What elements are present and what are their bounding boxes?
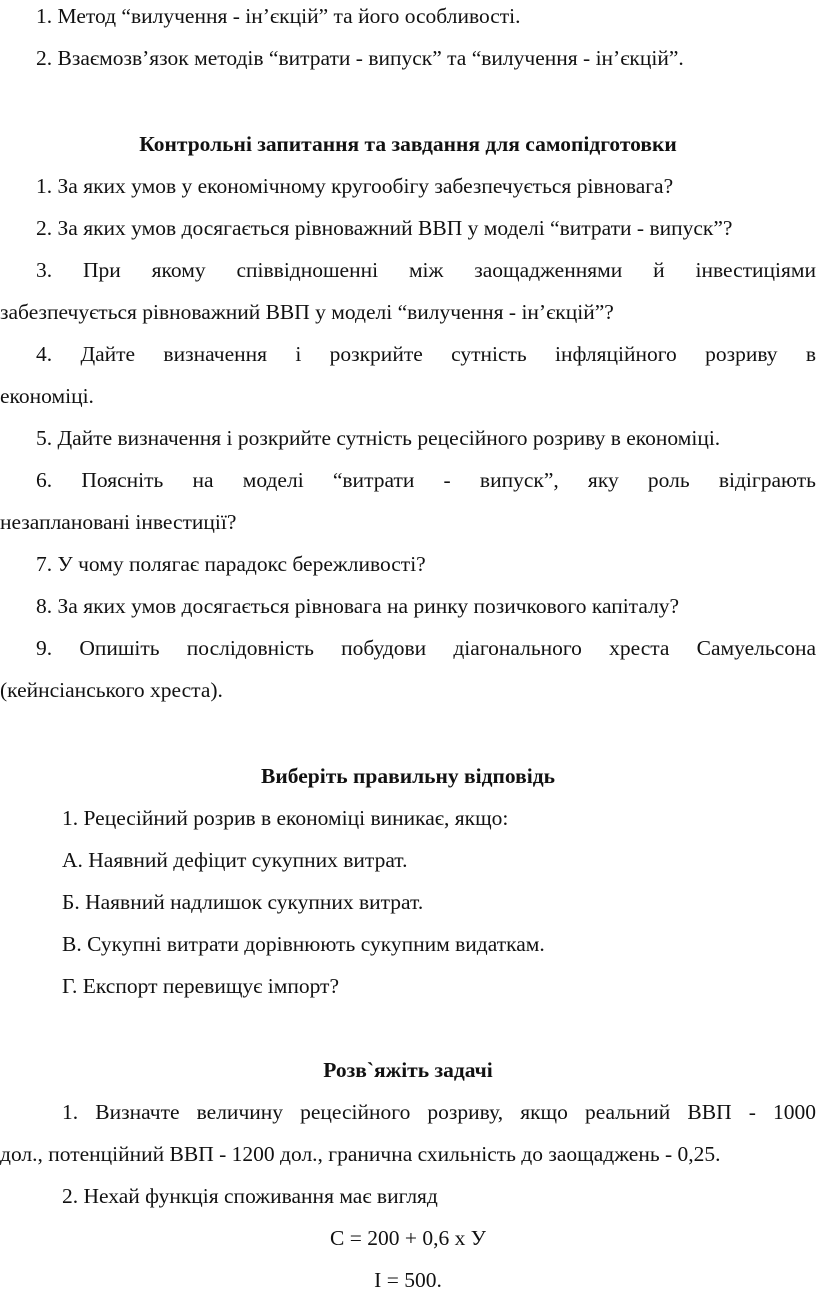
question-9-line-1: 9. Опишіть послідовність побудови діагонального хреста Самуельсона [36, 636, 816, 660]
question-6-line-2: незаплановані інвестиції? [0, 510, 237, 534]
question-9-line-2: (кейнсіанського хреста). [0, 678, 223, 702]
control-questions-heading: Контрольні запитання та завдання для самопідготовки [139, 132, 677, 156]
task-1-line-2: дол., потенційний ВВП - 1200 дол., гранична схильність до заощаджень - 0,25. [0, 1142, 721, 1166]
question-6-line-1: 6. Поясніть на моделі “витрати - випуск”, яку роль відіграють [36, 468, 816, 492]
answer-option-v: В. Сукупні витрати дорівнюють сукупним видаткам. [62, 932, 545, 956]
consumption-function-formula: С = 200 + 0,6 х У [330, 1226, 486, 1250]
question-4-line-1: 4. Дайте визначення і розкрийте сутність інфляційного розриву в [36, 342, 816, 366]
question-3-line-1: 3. При якому співвідношенні між заощадженнями й інвестиціями [36, 258, 816, 282]
answer-option-b: Б. Наявний надлишок сукупних витрат. [62, 890, 424, 914]
question-4-line-2: економіці. [0, 384, 94, 408]
task-2-line-1: 2. Нехай функція споживання має вигляд [62, 1184, 438, 1208]
answer-option-g: Г. Експорт перевищує імпорт? [62, 974, 339, 998]
task-1-line-1: 1. Визначте величину рецесійного розриву, якщо реальний ВВП - 1000 [62, 1100, 816, 1124]
test-question-1: 1. Рецесійний розрив в економіці виникає, якщо: [62, 806, 509, 830]
tasks-heading: Розв`яжіть задачі [323, 1058, 493, 1082]
question-2: 2. За яких умов досягається рівноважний ВВП у моделі “витрати - випуск”? [36, 216, 733, 240]
choose-answer-heading: Виберіть правильну відповідь [261, 764, 555, 788]
question-7: 7. У чому полягає парадокс бережливості? [36, 552, 426, 576]
topic-line-2: 2. Взаємозв’язок методів “витрати - випуск” та “вилучення - ін’єкцій”. [36, 46, 684, 70]
question-1: 1. За яких умов у економічному кругообігу забезпечується рівновага? [36, 174, 674, 198]
question-3-line-2: забезпечується рівноважний ВВП у моделі “вилучення - ін’єкцій”? [0, 300, 614, 324]
question-5: 5. Дайте визначення і розкрийте сутність рецесійного розриву в економіці. [36, 426, 721, 450]
investment-formula: І = 500. [374, 1268, 442, 1292]
question-8: 8. За яких умов досягається рівновага на ринку позичкового капіталу? [36, 594, 680, 618]
topic-line-1: 1. Метод “вилучення - ін’єкцій” та його особливості. [36, 4, 521, 28]
answer-option-a: А. Наявний дефіцит сукупних витрат. [62, 848, 408, 872]
